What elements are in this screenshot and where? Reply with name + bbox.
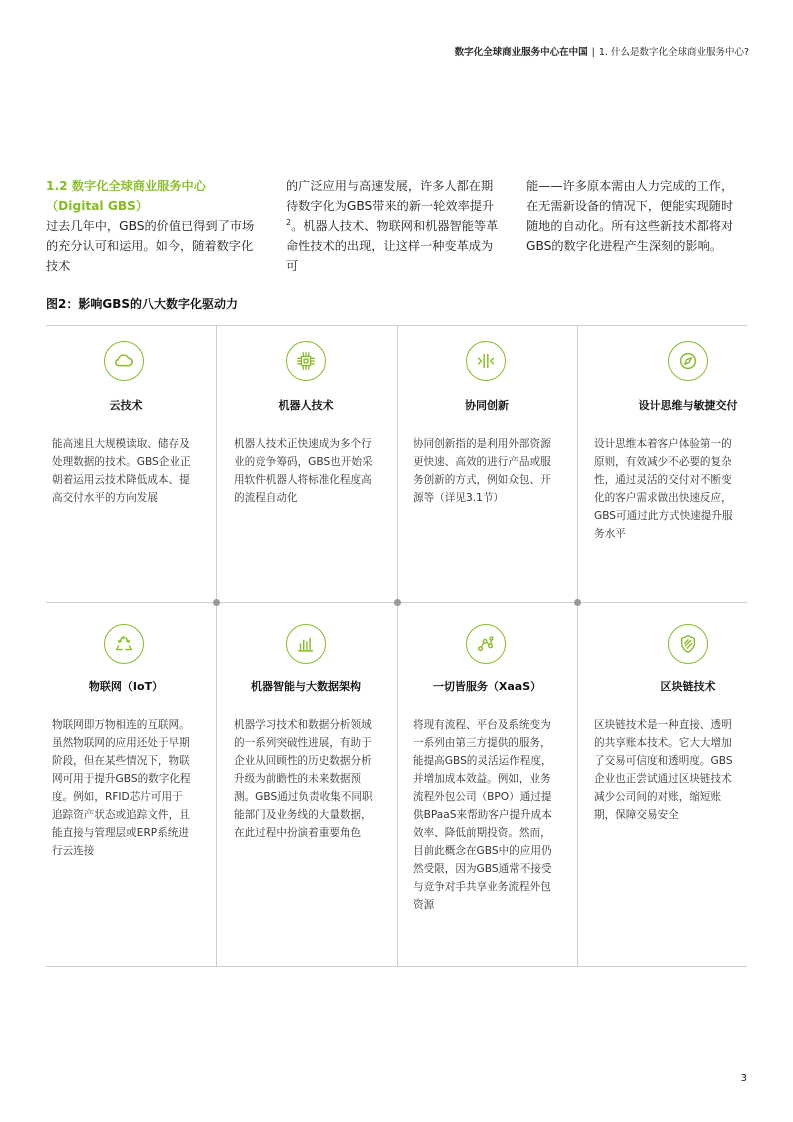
cloud-icon xyxy=(104,341,144,381)
grid-dot-1 xyxy=(213,599,220,606)
chip-icon xyxy=(286,341,326,381)
compass-icon xyxy=(668,341,708,381)
section-title-line2: （Digital GBS） xyxy=(46,199,149,213)
driver-title: 区块链技术 xyxy=(660,680,716,693)
driver-description: 机器人技术正快速成为多个行业的竞争筹码，GBS也开始采用软件机器人将标准化程度高的流程自动化 xyxy=(234,438,373,504)
report-title: 数字化全球商业服务中心在中国 xyxy=(454,47,588,58)
driver-description: 协同创新指的是利用外部资源更快速、高效的进行产品或服务创新的方式，例如众包、开源等（详见3.1节） xyxy=(413,438,551,504)
driver-description: 区块链技术是一种直接、透明的共享账本技术。它大大增加了交易可信度和透明度。GBS企业也正尝试通过区块链技术减少公司间的对账，缩短账期，保障交易安全 xyxy=(594,719,733,821)
driver-description: 设计思维本着客户体验第一的原则，有效减少不必要的复杂性，通过灵活的交付对不断变化的客户需求做出快速反应，GBS可通过此方式快速提升服务水平 xyxy=(594,438,733,540)
intro-text-1: 过去几年中，GBS的价值已得到了市场的充分认可和运用。如今，随着数字化技术 xyxy=(46,219,255,273)
drivers-grid xyxy=(46,325,747,967)
bar-chart-icon xyxy=(286,624,326,664)
recycle-icon xyxy=(104,624,144,664)
driver-title: 机器人技术 xyxy=(278,399,334,412)
driver-description: 能高速且大规模读取、储存及处理数据的技术。GBS企业正朝着运用云技术降低成本、提高交付水平的方向发展 xyxy=(52,438,191,504)
driver-description: 机器学习技术和数据分析领域的一系列突破性进展，有助于企业从回顾性的历史数据分析升级为前瞻性的未来数据预测。GBS通过负责收集不同职能部门及业务线的大量数据，在此过程中扮演着重要角色 xyxy=(234,719,373,839)
driver-title: 一切皆服务（XaaS） xyxy=(432,680,542,693)
chapter-title: 1. 什么是数字化全球商业服务中心? xyxy=(598,47,749,58)
driver-description: 物联网即万物相连的互联网。虽然物联网的应用还处于早期阶段，但在某些情况下，物联网可用于提升GBS的数字化程度。例如，RFID芯片可用于追踪资产状态或追踪文件，且能直接与管理层或ERP系统进行云连接 xyxy=(52,719,191,857)
grid-line-col-2 xyxy=(397,325,398,967)
grid-line-col-3 xyxy=(577,325,578,967)
driver-title: 协同创新 xyxy=(465,399,509,412)
driver-description: 将现有流程、平台及系统变为一系列由第三方提供的服务，能提高GBS的灵活运作程度，并增加成本效益。例如，业务流程外包公司（BPO）通过提供BPaaS来帮助客户提升成本效率、降低前期投资。然而，目前此概念在GBS中的应用仍然受限，因为GBS通常不接受与竞争对手共享业务流程外包资源 xyxy=(413,719,552,911)
intro-text-3: 能——许多原本需由人力完成的工作，在无需新设备的情况下，便能实现随时随地的自动化。所有这些新技术都将对GBS的数字化进程产生深刻的影响。 xyxy=(526,179,734,253)
shield-icon xyxy=(668,624,708,664)
intro-text-2b: 。机器人技术、物联网和机器智能等革命性技术的出现，让这样一种变革成为可 xyxy=(286,219,499,273)
running-header xyxy=(455,44,749,58)
figure-title: 图2：影响GBS的八大数字化驱动力 xyxy=(46,297,238,311)
grid-line-col-1 xyxy=(216,325,217,967)
intro-column-2 xyxy=(286,176,500,276)
driver-title: 机器智能与大数据架构 xyxy=(251,680,361,693)
section-title-line1: 1.2 数字化全球商业服务中心 xyxy=(46,179,206,193)
driver-title: 设计思维与敏捷交付 xyxy=(638,399,738,412)
driver-title: 云技术 xyxy=(109,399,143,412)
driver-title: 物联网（IoT） xyxy=(88,680,164,693)
collaboration-icon xyxy=(466,341,506,381)
network-nodes-icon xyxy=(466,624,506,664)
intro-column-1 xyxy=(46,176,260,276)
page-number: 3 xyxy=(740,1073,747,1084)
grid-dot-2 xyxy=(394,599,401,606)
intro-text-2a: 的广泛应用与高速发展，许多人都在期待数字化为GBS带来的新一轮效率提升 xyxy=(286,179,495,213)
header-separator: | xyxy=(591,47,595,58)
footnote-ref[interactable]: 2 xyxy=(286,217,292,227)
intro-column-3 xyxy=(526,176,740,256)
grid-dot-3 xyxy=(574,599,581,606)
